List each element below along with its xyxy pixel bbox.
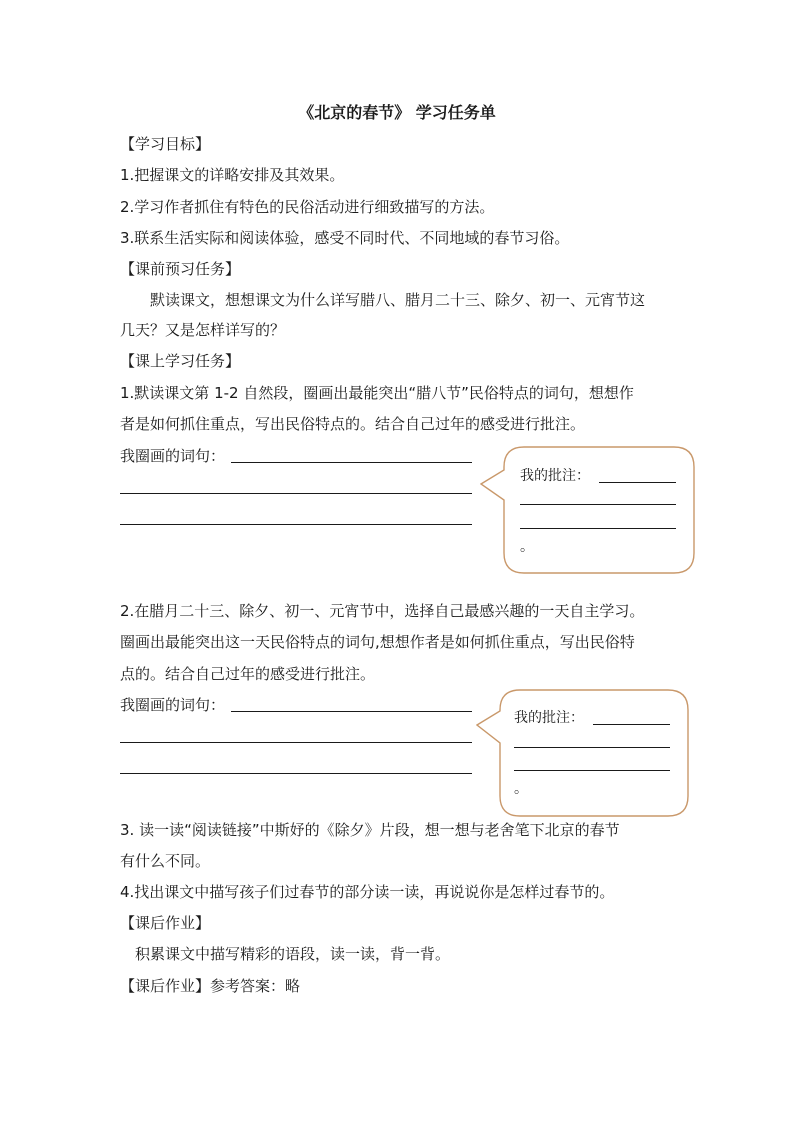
task2-circle-label: 我圈画的词句： (120, 696, 226, 714)
task1-blank-1[interactable] (231, 462, 472, 463)
task1-line-2: 者是如何抓住重点，写出民俗特点的。结合自己过年的感受进行批注。 (120, 415, 586, 433)
task2-note-blank-3[interactable] (514, 770, 670, 771)
task2-line-1: 2.在腊月二十三、除夕、初一、元宵节中，选择自己最感兴趣的一天自主学习。 (120, 602, 645, 620)
preview-text-line-2: 几天？又是怎样详写的？ (120, 321, 286, 339)
section-preview-heading: 【课前预习任务】 (120, 260, 241, 278)
task2-note-end: 。 (514, 781, 528, 797)
homework-text: 积累课文中描写精彩的语段，读一读，背一背。 (135, 945, 451, 963)
speech-bubble-shape (480, 446, 696, 574)
section-inclass-heading: 【课上学习任务】 (120, 352, 241, 370)
task1-note-blank-2[interactable] (520, 504, 676, 505)
task4-line: 4.找出课文中描写孩子们过春节的部分读一读，再说说你是怎样过春节的。 (120, 883, 615, 901)
task2-blank-2[interactable] (120, 742, 472, 743)
task1-note-end: 。 (520, 539, 534, 555)
task1-note-blank-1[interactable] (599, 482, 676, 483)
goal-item-1: 1.把握课文的详略安排及其效果。 (120, 166, 345, 184)
goal-item-2: 2.学习作者抓住有特色的民俗活动进行细致描写的方法。 (120, 198, 495, 216)
task2-blank-3[interactable] (120, 773, 472, 774)
task1-blank-2[interactable] (120, 493, 472, 494)
page-title: 《北京的春节》 学习任务单 (298, 103, 496, 122)
task1-note-label: 我的批注： (520, 468, 590, 484)
task2-blank-1[interactable] (231, 711, 472, 712)
task2-note-bubble (476, 689, 690, 817)
task1-circle-label: 我圈画的词句： (120, 447, 226, 465)
task2-line-2: 圈画出最能突出这一天民俗特点的词句,想想作者是如何抓住重点，写出民俗特 (120, 633, 635, 651)
task1-note-bubble (480, 446, 696, 574)
task3-line-1: 3. 读一读“阅读链接”中斯妤的《除夕》片段，想一想与老舍笔下北京的春节 (120, 821, 620, 839)
task2-note-blank-2[interactable] (514, 747, 670, 748)
task1-line-1: 1.默读课文第 1-2 自然段，圈画出最能突出“腊八节”民俗特点的词句，想想作 (120, 384, 634, 402)
task3-line-2: 有什么不同。 (120, 852, 211, 870)
task2-note-blank-1[interactable] (593, 724, 670, 725)
section-homework-heading: 【课后作业】 (120, 914, 211, 932)
task1-note-blank-3[interactable] (520, 528, 676, 529)
goal-item-3: 3.联系生活实际和阅读体验，感受不同时代、不同地域的春节习俗。 (120, 229, 570, 247)
task2-note-label: 我的批注： (514, 710, 584, 726)
answer-line: 【课后作业】参考答案：略 (120, 977, 301, 995)
task2-line-3: 点的。结合自己过年的感受进行批注。 (120, 665, 376, 683)
section-goals-heading: 【学习目标】 (120, 135, 211, 153)
task1-blank-3[interactable] (120, 524, 472, 525)
preview-text-line-1: 默读课文，想想课文为什么详写腊八、腊月二十三、除夕、初一、元宵节这 (150, 291, 646, 309)
